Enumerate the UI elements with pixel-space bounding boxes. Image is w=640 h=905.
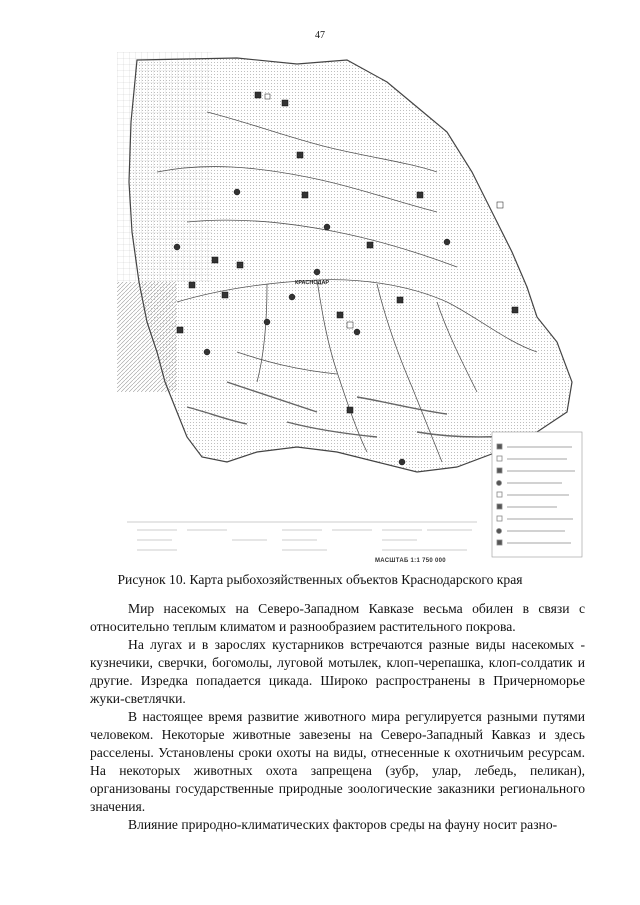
figure-caption: Рисунок 10. Карта рыбохозяйственных объектов Краснодарского края — [117, 572, 523, 587]
paragraph-2: На лугах и в зарослях кустарников встречаются разные виды насекомых - кузнечики, сверчки, богомолы, луговой мотылек, клоп-черепашка, клоп-солдатик и другие. Изредка попадается цикада. Широко распространены в Причерноморье жуки-светлячки. — [90, 637, 585, 706]
map-figure — [117, 52, 587, 567]
legend-bottom — [127, 522, 477, 550]
fishery-map — [117, 52, 587, 567]
paragraph-4: Влияние природно-климатических факторов среды на фауну носит разно- — [128, 817, 558, 832]
page-number: 47 — [315, 30, 325, 41]
paragraph-3: В настоящее время развитие животного мира регулируется разными путями человеком. Некоторые животные завезены на Северо-Западный Кавказ и здесь расселены. Установлены сроки охоты на виды, отнесенные к охотничьим ресурсам. На некоторых животных охота запрещена (зубр, улар, лебедь, пеликан), организованы государственные природные зоологические заказники регионального значения. — [90, 709, 585, 814]
map-scale: МАСШТАБ 1:1 750 000 — [375, 558, 446, 564]
body-text — [90, 600, 585, 834]
paragraph-1: Мир насекомых на Северо-Западном Кавказе весьма обилен в связи с относительно теплым климатом и разнообразием растительного покрова. — [90, 601, 585, 634]
map-label-krasnodar: КРАСНОДАР — [295, 280, 330, 286]
legend-right — [492, 432, 582, 557]
